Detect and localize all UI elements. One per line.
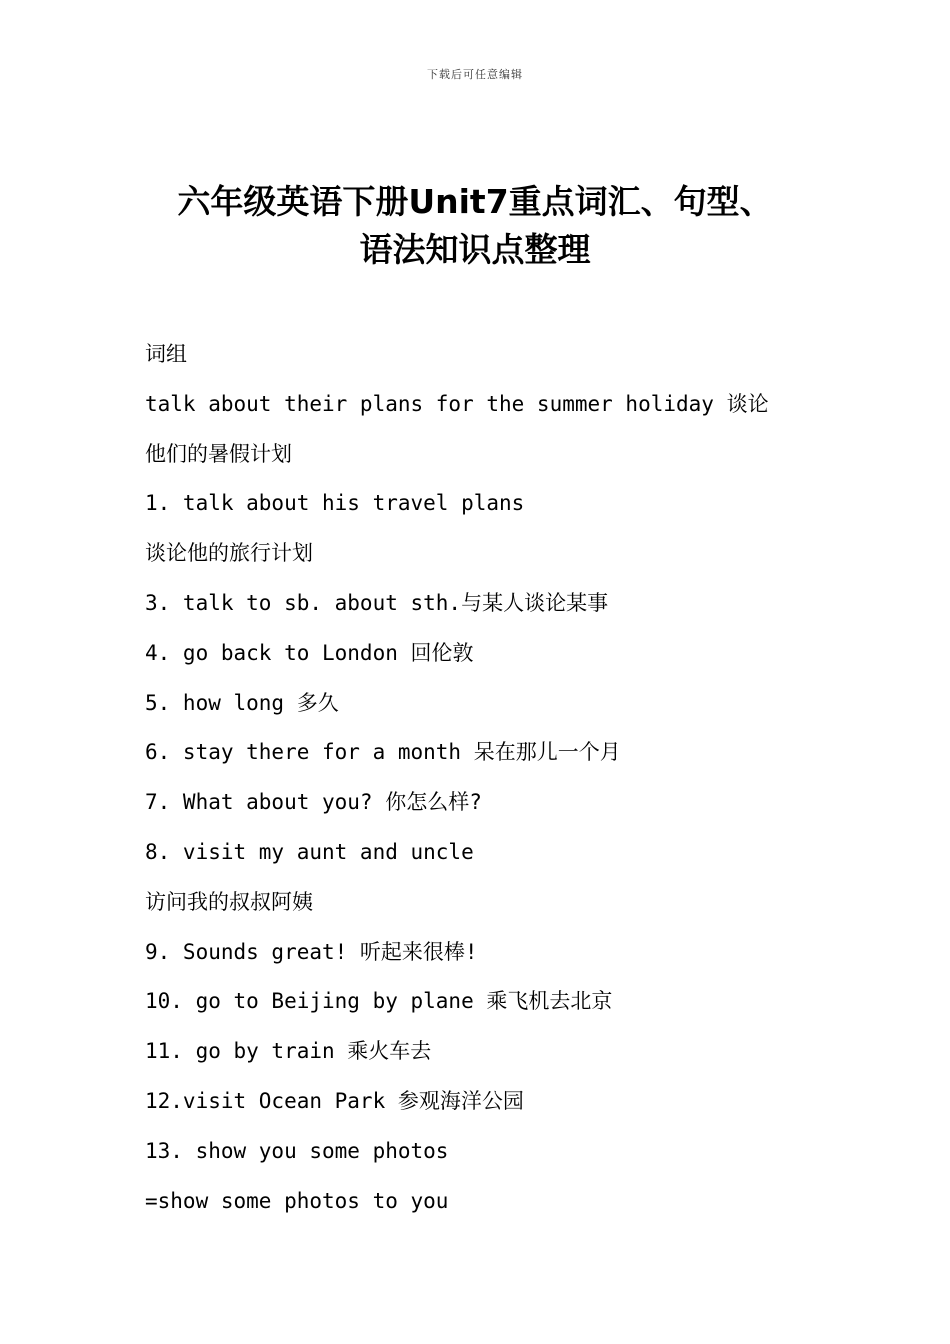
section-heading: 词组 [145, 342, 187, 366]
document-title [0, 178, 950, 274]
document-title-line-1: 六年级英语下册Unit7重点词汇、句型、 [177, 182, 773, 221]
phrase-list [145, 330, 845, 1226]
phrase-line: 6. stay there for a month 呆在那儿一个月 [145, 740, 621, 765]
phrase-line: 3. talk to sb. about sth.与某人谈论某事 [145, 590, 609, 615]
phrase-line: 8. visit my aunt and uncle [145, 839, 474, 864]
phrase-line: 1. talk about his travel plans [145, 491, 525, 516]
phrase-line: 谈论他的旅行计划 [145, 541, 313, 566]
phrase-line: 10. go to Beijing by plane 乘飞机去北京 [145, 989, 613, 1014]
phrase-line: 5. how long 多久 [145, 690, 339, 715]
phrase-line: 他们的暑假计划 [145, 441, 292, 466]
phrase-line: 12.visit Ocean Park 参观海洋公园 [145, 1088, 524, 1113]
phrase-line: =show some photos to you [145, 1188, 449, 1213]
phrase-line: 13. show you some photos [145, 1138, 449, 1163]
phrase-line: 4. go back to London 回伦敦 [145, 640, 474, 665]
phrase-line: talk about their plans for the summer holiday 谈论 [145, 391, 769, 416]
phrase-line: 9. Sounds great! 听起来很棒! [145, 939, 478, 964]
phrase-line: 访问我的叔叔阿姨 [145, 889, 313, 914]
document-title-line-2: 语法知识点整理 [359, 230, 591, 269]
phrase-line: 11. go by train 乘火车去 [145, 1039, 432, 1064]
page-header-note: 下载后可任意编辑 [427, 68, 523, 81]
phrase-line: 7. What about you? 你怎么样? [145, 790, 482, 815]
